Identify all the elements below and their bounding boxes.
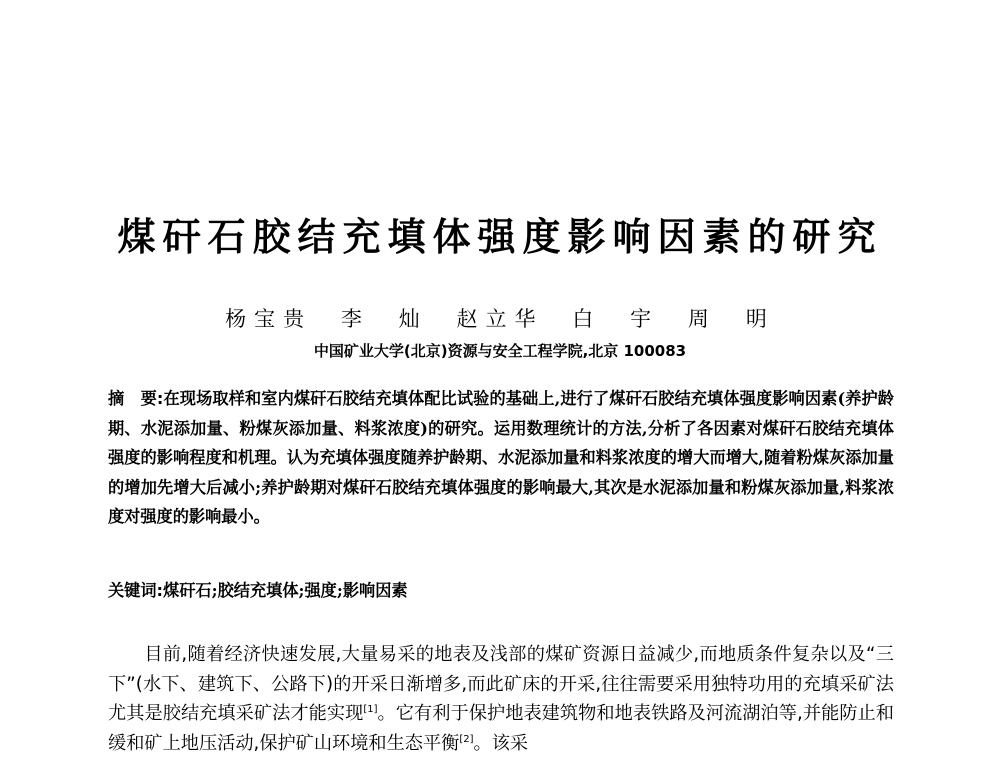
paper-title: 煤矸石胶结充填体强度影响因素的研究 — [117, 215, 883, 259]
abstract-text: 在现场取样和室内煤矸石胶结充填体配比试验的基础上,进行了煤矸石胶结充填体强度影响因素(养护龄期、水泥添加量、粉煤灰添加量、料浆浓度)的研究。运用数理统计的方法,分析了各因素对煤矸石胶结充填体强度的影响程度和机理。认为充填体强度随养护龄期、水泥添加量和料浆浓度的增大而增大,随着粉煤灰添加量的增加先增大后减小;养护龄期对煤矸石胶结充填体强度的影响最大,其次是水泥添加量和粉煤灰添加量,料浆浓度对强度的影响最小。 — [108, 389, 894, 526]
citation-ref: [2] — [459, 733, 474, 745]
body-text-part: 。它有利于保护地表建筑物和地表铁路及河流湖泊等,并能防止和缓和矿上地压活动,保护矿山环境和生态平衡 — [108, 703, 894, 754]
abstract-label: 摘 要: — [108, 389, 164, 408]
author-name: 赵立华 — [456, 307, 544, 331]
author-name: 李 灿 — [340, 307, 428, 331]
abstract — [108, 384, 894, 532]
body-text-part: 目前,随着经济快速发展,大量易采的地表及浅部的煤矿资源日益减少,而地质条件复杂以及“三下”(水下、建筑下、公路下)的开采日渐增多,而此矿床的开采,往往需要采用独特功用的充填采矿法尤其是胶结充填采矿法才能实现 — [108, 644, 894, 725]
author-name: 周 明 — [687, 307, 775, 331]
author-name: 杨宝贵 — [225, 307, 313, 331]
keywords-text: 煤矸石;胶结充填体;强度;影响因素 — [163, 581, 408, 600]
body-text-part: 。该采 — [473, 732, 529, 754]
body-paragraph — [108, 640, 894, 758]
keywords-label: 关键词: — [108, 581, 164, 600]
author-affiliation: 中国矿业大学(北京)资源与安全工程学院,北京 100083 — [313, 342, 687, 360]
author-list — [0, 305, 1000, 333]
author-name: 白 宇 — [572, 307, 660, 331]
citation-ref: [1] — [363, 704, 378, 716]
keywords — [108, 578, 894, 604]
